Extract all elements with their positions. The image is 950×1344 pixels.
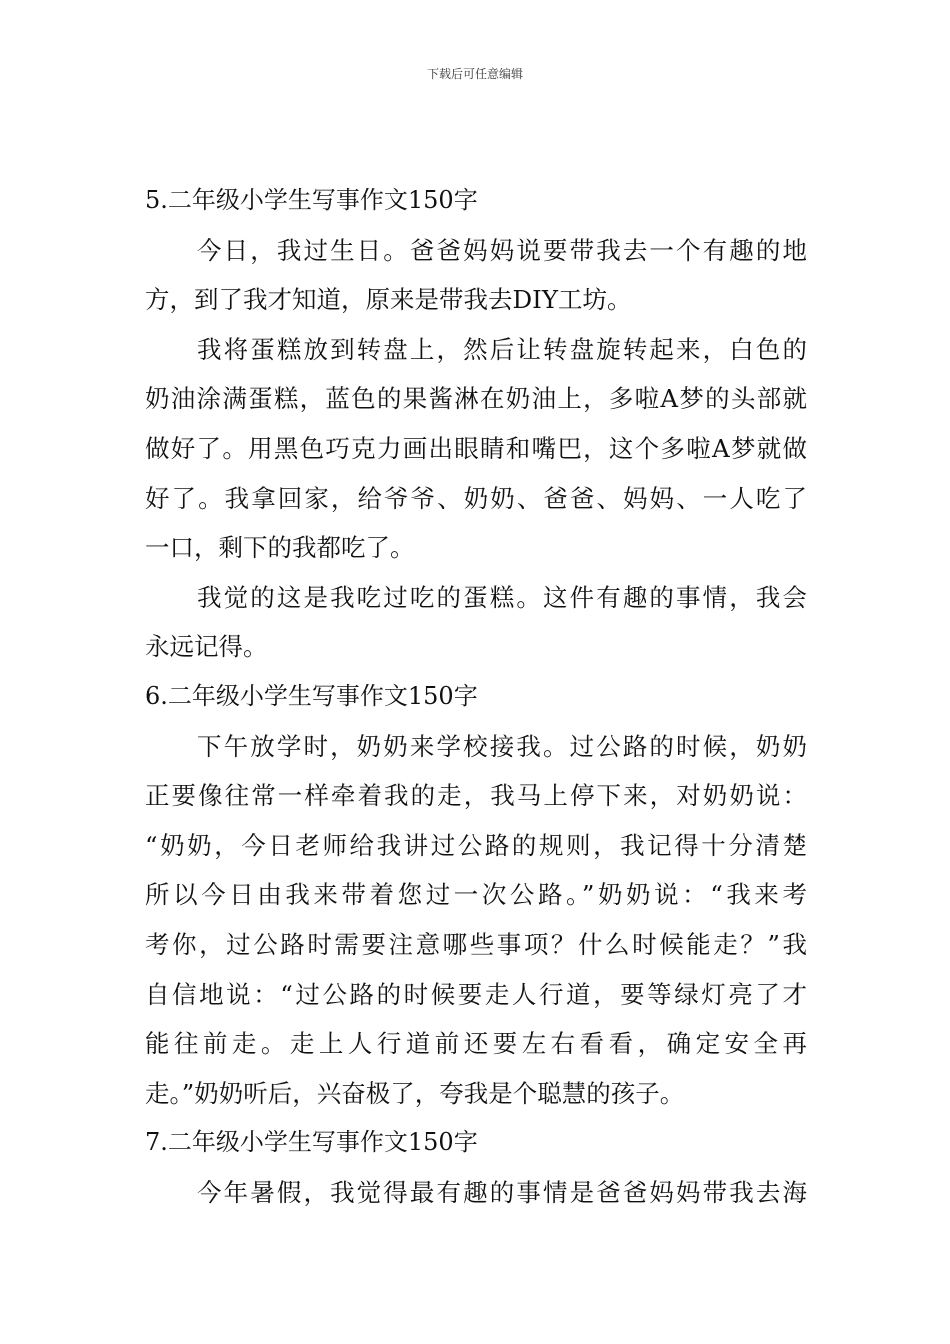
paragraph-line: 做好了。用黑色巧克力画出眼睛和嘴巴，这个多啦A梦就做 xyxy=(145,433,807,463)
paragraph-line: 正要像往常一样牵着我的走，我马上停下来，对奶奶说： xyxy=(145,781,807,811)
paragraph-line: 我觉的这是我吃过吃的蛋糕。这件有趣的事情，我会 xyxy=(197,582,807,612)
paragraph-line: 今年暑假，我觉得最有趣的事情是爸爸妈妈带我去海 xyxy=(197,1177,807,1207)
paragraph-line: 永远记得。 xyxy=(145,632,268,662)
paragraph-line: 好了。我拿回家，给爷爷、奶奶、爸爸、妈妈、一人吃了 xyxy=(145,483,807,513)
paragraph-line: 奶油涂满蛋糕，蓝色的果酱淋在奶油上，多啦A梦的头部就 xyxy=(145,384,807,414)
section-heading-6: 6.二年级小学生写事作文150字 xyxy=(145,681,478,710)
paragraph-line: 能往前走。走上人行道前还要左右看看，确定安全再 xyxy=(145,1029,807,1059)
paragraph-line: 考你，过公路时需要注意哪些事项？什么时候能走？”我 xyxy=(145,929,807,959)
paragraph-line: 我将蛋糕放到转盘上，然后让转盘旋转起来，白色的 xyxy=(197,334,807,364)
paragraph-line: “奶奶，今日老师给我讲过公路的规则，我记得十分清楚 xyxy=(145,830,807,860)
section-heading-7: 7.二年级小学生写事作文150字 xyxy=(145,1128,478,1157)
paragraph-line: 走。”奶奶听后，兴奋极了，夸我是个聪慧的孩子。 xyxy=(145,1078,685,1108)
document-body xyxy=(145,176,807,1217)
paragraph-line: 方，到了我才知道，原来是带我去DIY工坊。 xyxy=(145,285,632,315)
paragraph-line: 今日，我过生日。爸爸妈妈说要带我去一个有趣的地 xyxy=(197,235,807,265)
section-heading-5: 5.二年级小学生写事作文150字 xyxy=(145,186,478,214)
page-header: 下载后可任意编辑 xyxy=(426,67,523,81)
paragraph-line: 下午放学时，奶奶来学校接我。过公路的时候，奶奶 xyxy=(197,731,807,761)
paragraph-line: 所以今日由我来带着您过一次公路。”奶奶说：“我来考 xyxy=(145,880,807,910)
paragraph-line: 一口，剩下的我都吃了。 xyxy=(145,533,415,563)
paragraph-line: 自信地说：“过公路的时候要走人行道，要等绿灯亮了才 xyxy=(145,979,807,1009)
